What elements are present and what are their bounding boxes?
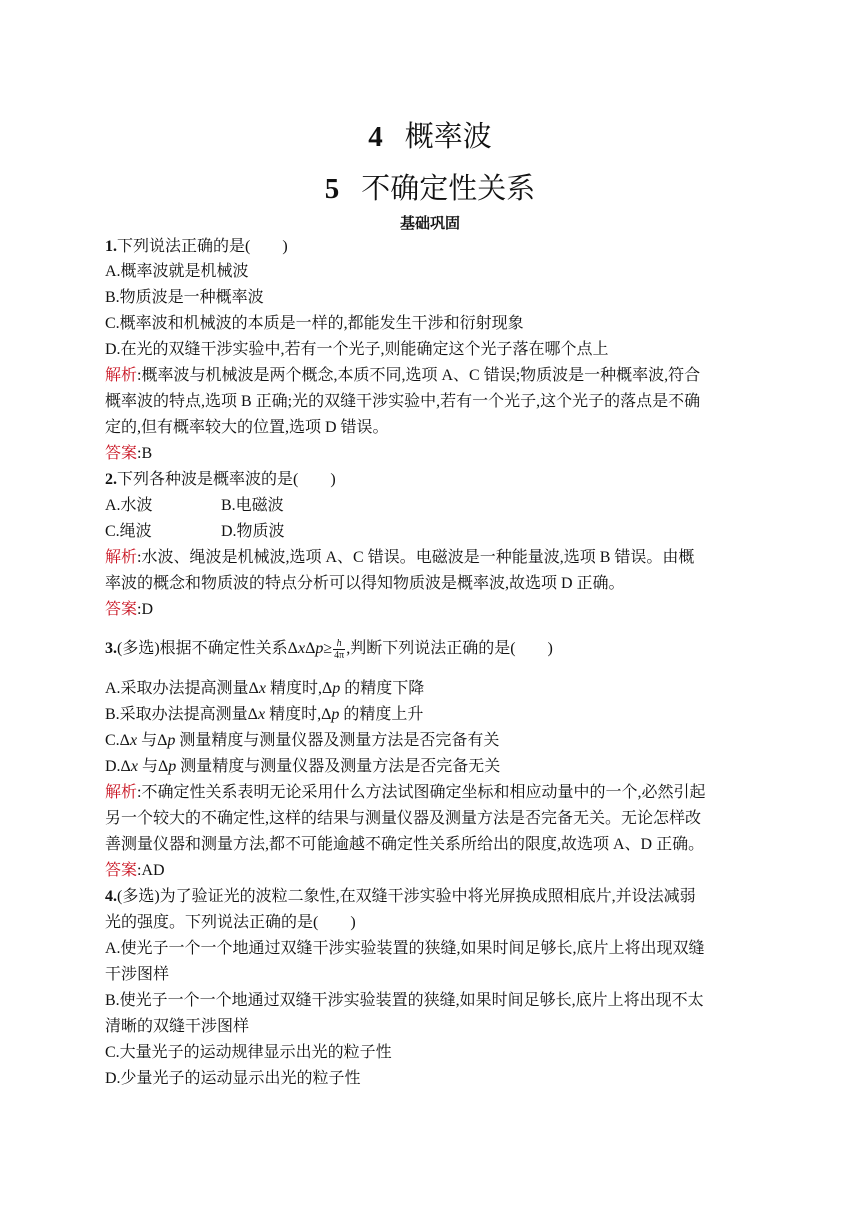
question-text: (多选)为了验证光的波粒二象性,在双缝干涉实验中将光屏换成照相底片,并设法减弱: [117, 888, 696, 905]
option-text: 与Δ: [137, 758, 169, 775]
question-3-analysis-line: 另一个较大的不确定性,这样的结果与测量仪器及测量方法是否完备无关。无论怎样改: [105, 810, 702, 827]
question-4-stem: [105, 887, 755, 907]
option-text: 精度时,Δ: [265, 706, 332, 723]
question-3-option-b: [105, 705, 755, 725]
fraction-h-over-4pi: [333, 638, 345, 661]
question-1-analysis-line: 定的,但有概率较大的位置,选项 D 错误。: [105, 419, 389, 436]
option-text: 的精度下降: [340, 680, 425, 697]
question-4-option-b: B.使光子一个一个地通过双缝干涉实验装置的狭缝,如果时间足够长,底片上将出现不太: [105, 992, 704, 1009]
question-3-analysis-line: [105, 783, 755, 803]
lesson-number: 5: [324, 173, 340, 205]
question-4-stem-cont: 光的强度。下列说法正确的是( ): [105, 914, 356, 931]
lesson-name: 不确定性关系: [361, 171, 536, 205]
question-number: 1.: [105, 238, 117, 255]
var-p: p: [168, 758, 177, 775]
question-1-stem: [105, 237, 755, 257]
question-4-option-a: A.使光子一个一个地通过双缝干涉实验装置的狭缝,如果时间足够长,底片上将出现双缝: [105, 940, 705, 957]
option-text: 精度时,Δ: [265, 680, 333, 697]
question-3-option-a: [105, 679, 755, 699]
question-2-options-cd: [105, 522, 755, 542]
question-text: ,判断下列说法正确的是( ): [346, 640, 553, 658]
var-p: p: [331, 706, 340, 723]
ge-symbol: ≥: [323, 640, 333, 658]
question-2-analysis-line: 率波的概念和物质波的特点分析可以得知物质波是概率波,故选项 D 正确。: [105, 575, 625, 592]
lesson-name: 概率波: [404, 119, 492, 153]
answer-value: :AD: [137, 862, 165, 879]
answer-value: :B: [137, 445, 153, 462]
analysis-text: :水波、绳波是机械波,选项 A、C 错误。电磁波是一种能量波,选项 B 错误。由概: [137, 549, 695, 566]
question-1-answer: [105, 444, 755, 464]
analysis-text: :不确定性关系表明无论采用什么方法试图确定坐标和相应动量中的一个,必然引起: [137, 784, 706, 801]
question-text: 下列说法正确的是( ): [117, 238, 288, 255]
question-2-option-b: B.电磁波: [221, 497, 284, 514]
question-3-option-d: [105, 757, 755, 777]
question-3-stem: [105, 638, 755, 661]
lesson-number: 4: [368, 121, 383, 153]
answer-value: :D: [137, 601, 154, 618]
question-4-option-b-cont: 清晰的双缝干涉图样: [105, 1018, 250, 1035]
option-text: B.采取办法提高测量Δ: [105, 706, 258, 723]
question-3-analysis-line: 善测量仪器和测量方法,都不可能逾越不确定性关系所给出的限度,故选项 A、D 正确。: [105, 836, 705, 853]
question-text: (多选)根据不确定性关系Δ: [117, 640, 298, 658]
question-2-option-a: A.水波: [105, 497, 153, 514]
question-1-analysis-line: 概率波的特点,选项 B 正确;光的双缝干涉实验中,若有一个光子,这个光子的落点是不确: [105, 393, 701, 410]
question-2-options-ab: [105, 496, 755, 516]
question-3-answer: [105, 861, 755, 881]
option-text: 与Δ: [137, 732, 168, 749]
question-1-option-b: B.物质波是一种概率波: [105, 289, 264, 306]
var-x: x: [130, 758, 138, 775]
delta-symbol: Δ: [305, 640, 316, 658]
question-number: 4.: [105, 888, 117, 905]
option-text: 的精度上升: [339, 706, 424, 723]
analysis-label: 解析: [105, 784, 138, 801]
option-text: A.采取办法提高测量Δ: [105, 680, 259, 697]
var-x: x: [258, 680, 266, 697]
var-x: x: [129, 732, 138, 749]
var-x: x: [297, 640, 306, 658]
question-1-analysis-line: [105, 366, 755, 386]
question-number: 3.: [105, 640, 117, 658]
question-2-option-d: D.物质波: [221, 523, 285, 540]
question-1-option-c: C.概率波和机械波的本质是一样的,都能发生干涉和衍射现象: [105, 315, 524, 332]
analysis-text: :概率波与机械波是两个概念,本质不同,选项 A、C 错误;物质波是一种概率波,符合: [137, 367, 701, 384]
question-1-option-a: A.概率波就是机械波: [105, 263, 249, 280]
option-text: 测量精度与测量仪器及测量方法是否完备无关: [176, 758, 501, 775]
var-p: p: [315, 640, 324, 658]
question-text: 下列各种波是概率波的是( ): [117, 471, 336, 488]
answer-label: 答案: [105, 601, 138, 618]
question-2-analysis-line: [105, 548, 755, 568]
fraction-denominator: 4π: [334, 650, 345, 661]
question-2-stem: [105, 470, 755, 490]
question-2-answer: [105, 600, 755, 620]
option-text: 测量精度与测量仪器及测量方法是否完备有关: [175, 732, 500, 749]
option-text: C.Δ: [105, 732, 130, 749]
analysis-label: 解析: [105, 549, 138, 566]
question-4-option-d: D.少量光子的运动显示出光的粒子性: [105, 1070, 361, 1087]
var-p: p: [332, 680, 341, 697]
analysis-label: 解析: [105, 367, 138, 384]
section-heading: 基础巩固: [399, 214, 460, 232]
option-text: D.Δ: [105, 758, 131, 775]
question-1-option-d: D.在光的双缝干涉实验中,若有一个光子,则能确定这个光子落在哪个点上: [105, 341, 609, 358]
question-4-option-c: C.大量光子的运动规律显示出光的粒子性: [105, 1044, 392, 1061]
question-4-option-a-cont: 干涉图样: [105, 966, 170, 983]
lesson-title-4: [0, 114, 860, 155]
var-x: x: [257, 706, 266, 723]
lesson-title-5: [0, 166, 860, 207]
question-2-option-c: C.绳波: [105, 523, 152, 540]
var-p: p: [167, 732, 176, 749]
fraction-numerator: h: [333, 638, 345, 650]
question-3-option-c: [105, 731, 755, 751]
answer-label: 答案: [105, 445, 138, 462]
question-number: 2.: [105, 471, 117, 488]
answer-label: 答案: [105, 862, 138, 879]
